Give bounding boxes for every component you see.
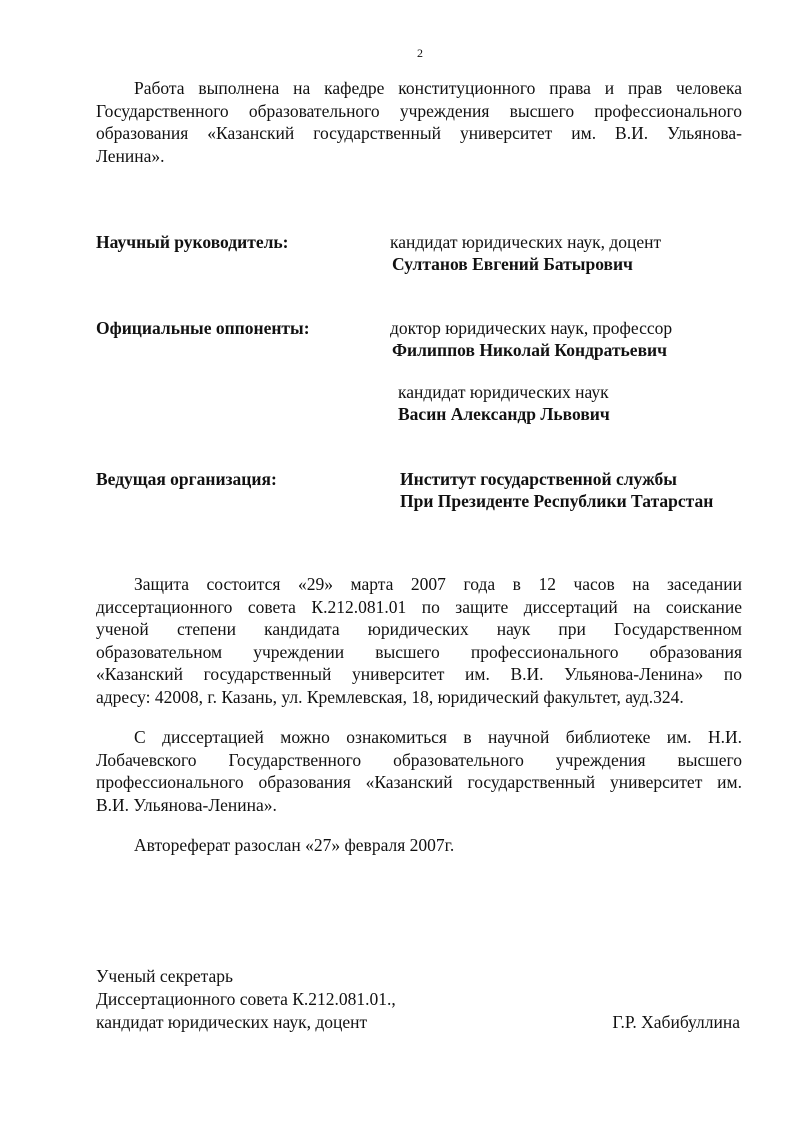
abstract-sent-date: Автореферат разослан «27» февраля 2007г. xyxy=(134,835,455,855)
secretary-title: Ученый секретарь xyxy=(96,966,233,986)
opponents-label: Официальные оппоненты: xyxy=(96,318,310,338)
defense-paragraph xyxy=(96,573,742,708)
library-paragraph xyxy=(96,726,742,816)
library-line: С диссертацией можно ознакомиться в научной библиотеке им. Н.И. xyxy=(134,727,742,747)
leading-org-line-2: При Президенте Республики Татарстан xyxy=(400,491,714,511)
supervisor-degree: кандидат юридических наук, доцент xyxy=(390,232,662,252)
opponent-1-degree: доктор юридических наук, профессор xyxy=(390,318,673,338)
secretary-council: Диссертационного совета К.212.081.01., xyxy=(96,989,396,1009)
intro-line: Ленина». xyxy=(96,145,165,166)
library-line: профессионального образования «Казанский государственный университет им. xyxy=(96,772,742,792)
supervisor-name: Султанов Евгений Батырович xyxy=(392,254,633,274)
leading-org-line-1: Институт государственной службы xyxy=(400,469,677,489)
secretary-degree: кандидат юридических наук, доцент xyxy=(96,1012,368,1032)
intro-line: образования «Казанский государственный университет им. В.И. Ульянова- xyxy=(96,123,742,143)
opponent-2-name: Васин Александр Львович xyxy=(398,404,610,424)
defense-line: ученой степени кандидата юридических наук при Государственном xyxy=(96,619,742,639)
opponent-1-name: Филиппов Николай Кондратьевич xyxy=(392,340,667,360)
intro-line: Работа выполнена на кафедре конституционного права и прав человека xyxy=(134,78,742,98)
page-number: 2 xyxy=(417,46,423,60)
leading-org-label: Ведущая организация: xyxy=(96,469,277,489)
supervisor-label: Научный руководитель: xyxy=(96,232,289,252)
defense-line: образовательном учреждении высшего профессионального образования xyxy=(96,641,742,662)
defense-line: Защита состоится «29» марта 2007 года в 12 часов на заседании xyxy=(134,574,742,594)
defense-line: диссертационного совета К.212.081.01 по защите диссертаций на соискание xyxy=(96,596,742,617)
secretary-name: Г.Р. Хабибуллина xyxy=(612,1012,740,1032)
intro-paragraph xyxy=(96,77,742,167)
defense-line: адресу: 42008, г. Казань, ул. Кремлевская, 18, юридический факультет, ауд.324. xyxy=(96,686,684,707)
library-line: В.И. Ульянова-Ленина». xyxy=(96,794,277,815)
library-line: Лобачевского Государственного образовательного учреждения высшего xyxy=(96,749,742,770)
intro-line: Государственного образовательного учреждения высшего профессионального xyxy=(96,100,742,121)
defense-line: «Казанский государственный университет им. В.И. Ульянова-Ленина» по xyxy=(96,664,742,684)
opponent-2-degree: кандидат юридических наук xyxy=(398,382,609,402)
